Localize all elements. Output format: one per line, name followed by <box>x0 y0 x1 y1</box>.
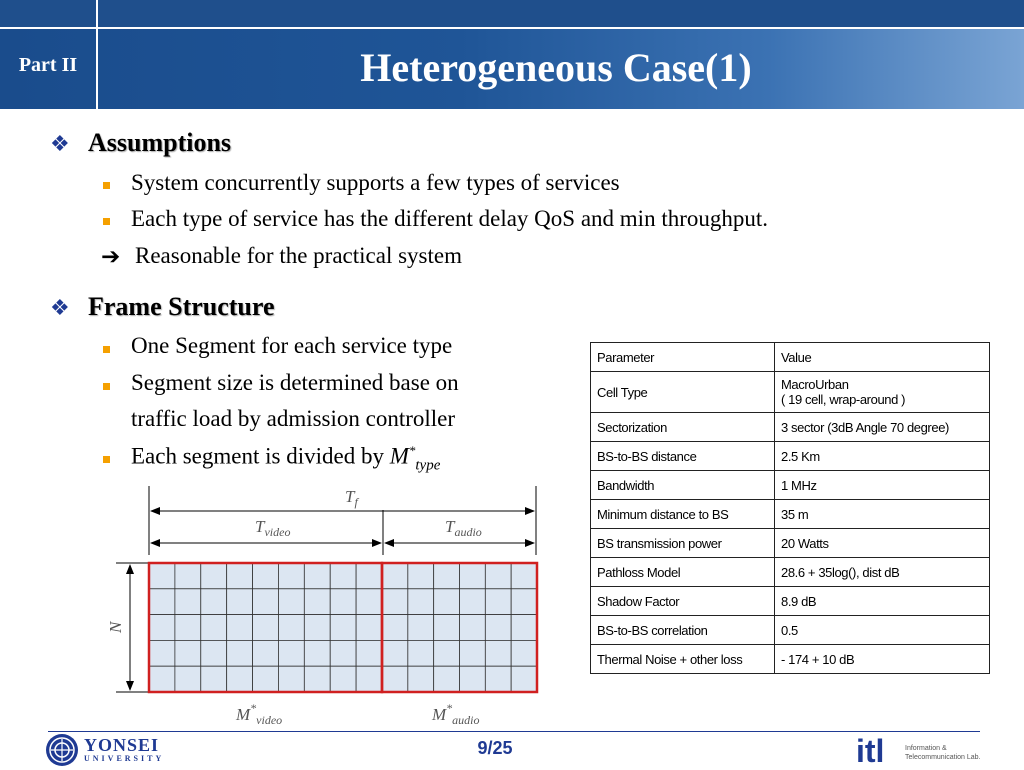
video-grid-cell <box>175 640 201 666</box>
m-type-symbol: M <box>389 443 409 469</box>
audio-grid-cell <box>408 589 434 615</box>
table-cell-parameter: BS-to-BS distance <box>591 442 775 471</box>
video-grid-cell <box>253 589 279 615</box>
audio-grid-cell <box>485 563 511 589</box>
frame-bullet-2: Segment size is determined base on <box>131 370 459 395</box>
audio-grid-cell <box>460 589 486 615</box>
video-grid-cell <box>356 589 382 615</box>
maudio-label: $M^*_{audio}$ <box>432 701 480 727</box>
video-grid-cell <box>201 640 227 666</box>
table-cell-value: 8.9 dB <box>775 587 990 616</box>
audio-grid-cell <box>434 666 460 692</box>
square-bullet-icon <box>103 456 110 463</box>
audio-grid-cell <box>434 615 460 641</box>
table-cell-value: 2.5 Km <box>775 442 990 471</box>
audio-grid-cell <box>485 666 511 692</box>
table-cell-parameter: BS transmission power <box>591 529 775 558</box>
table-cell-parameter: Minimum distance to BS <box>591 500 775 529</box>
audio-grid-cell <box>460 666 486 692</box>
square-bullet-icon <box>103 346 110 353</box>
diamond-bullet-icon: ❖ <box>50 295 70 320</box>
square-bullet-icon <box>103 383 110 390</box>
itl-logo: itl <box>856 733 885 769</box>
frame-bullet-2-cont: traffic load by admission controller <box>131 406 456 431</box>
table-cell-parameter: Bandwidth <box>591 471 775 500</box>
frame-bullet-3 <box>131 443 440 474</box>
assumption-conclusion: Reasonable for the practical system <box>135 243 462 268</box>
video-grid-cell <box>304 589 330 615</box>
audio-grid-cell <box>434 589 460 615</box>
table-cell-parameter: Cell Type <box>591 372 775 413</box>
audio-grid-cell <box>485 615 511 641</box>
video-grid-cell <box>149 640 175 666</box>
video-grid-cell <box>304 640 330 666</box>
video-grid-cell <box>175 563 201 589</box>
audio-grid-cell <box>408 615 434 641</box>
video-grid-cell <box>227 615 253 641</box>
square-bullet-icon <box>103 218 110 225</box>
audio-grid-cell <box>408 563 434 589</box>
table-row <box>591 500 990 529</box>
video-grid-cell <box>304 666 330 692</box>
table-cell-value: 35 m <box>775 500 990 529</box>
video-grid-cell <box>253 563 279 589</box>
video-grid-cell <box>278 589 304 615</box>
table-row <box>591 413 990 442</box>
video-grid-cell <box>175 589 201 615</box>
video-grid-cell <box>227 563 253 589</box>
video-grid-cell <box>149 563 175 589</box>
frame-bullet-1: One Segment for each service type <box>131 333 453 358</box>
yonsei-emblem-icon <box>45 733 79 767</box>
table-row <box>591 442 990 471</box>
video-grid-cell <box>253 640 279 666</box>
table-cell-value: 28.6 + 35log(), dist dB <box>775 558 990 587</box>
table-row <box>591 645 990 674</box>
table-header-row <box>591 343 990 372</box>
table-cell-parameter: Shadow Factor <box>591 587 775 616</box>
table-cell-value: 20 Watts <box>775 529 990 558</box>
header-top-bar <box>0 0 1024 27</box>
audio-grid-cell <box>408 640 434 666</box>
footer-line <box>48 731 980 732</box>
frame-structure-diagram <box>100 480 560 730</box>
parameter-table <box>590 342 990 674</box>
video-grid-cell <box>201 563 227 589</box>
video-segment-grid <box>149 563 382 692</box>
lab-name-line-2: Telecommunication Lab. <box>905 754 981 761</box>
video-grid-cell <box>201 615 227 641</box>
tvideo-label: $T_{video}$ <box>255 517 291 539</box>
video-grid-cell <box>304 615 330 641</box>
video-grid-cell <box>304 563 330 589</box>
table-cell-parameter: Parameter <box>591 343 775 372</box>
video-grid-cell <box>149 615 175 641</box>
video-grid-cell <box>175 666 201 692</box>
audio-grid-cell <box>511 615 537 641</box>
audio-grid-cell <box>511 589 537 615</box>
tf-label: $T_f$ <box>345 487 358 509</box>
audio-grid-cell <box>382 615 408 641</box>
m-type-sup: * <box>408 443 416 458</box>
video-grid-cell <box>227 640 253 666</box>
audio-grid-cell <box>511 666 537 692</box>
audio-grid-cell <box>434 563 460 589</box>
right-arrow-icon: ➔ <box>101 244 121 270</box>
table-cell-value: - 174 + 10 dB <box>775 645 990 674</box>
video-grid-cell <box>356 666 382 692</box>
video-grid-cell <box>330 563 356 589</box>
frame-structure-title: Frame Structure <box>88 292 275 321</box>
table-cell-parameter: Pathloss Model <box>591 558 775 587</box>
table-cell-parameter: BS-to-BS correlation <box>591 616 775 645</box>
square-bullet-icon <box>103 182 110 189</box>
video-grid-cell <box>149 666 175 692</box>
video-grid-cell <box>356 615 382 641</box>
audio-grid-cell <box>460 615 486 641</box>
m-type-sub: type <box>415 457 441 474</box>
table-row <box>591 471 990 500</box>
university-sub: UNIVERSITY <box>84 754 165 763</box>
table-row <box>591 616 990 645</box>
video-grid-cell <box>330 666 356 692</box>
audio-grid-cell <box>485 589 511 615</box>
diamond-bullet-icon: ❖ <box>50 131 70 156</box>
lab-name-line-1: Information & <box>905 745 947 752</box>
taudio-label: $T_{audio}$ <box>445 517 482 539</box>
table-row <box>591 372 990 413</box>
table-cell-parameter: Sectorization <box>591 413 775 442</box>
table-row <box>591 558 990 587</box>
mvideo-label: $M^*_{video}$ <box>236 701 283 727</box>
table-cell-value: MacroUrban ( 19 cell, wrap-around ) <box>775 372 990 413</box>
video-grid-cell <box>149 589 175 615</box>
audio-grid-cell <box>460 640 486 666</box>
assumptions-title: Assumptions <box>88 128 232 157</box>
audio-segment-grid <box>382 563 537 692</box>
n-label: N <box>106 621 125 633</box>
video-grid-cell <box>330 589 356 615</box>
video-grid-cell <box>201 589 227 615</box>
audio-grid-cell <box>485 640 511 666</box>
video-grid-cell <box>227 666 253 692</box>
video-grid-cell <box>278 666 304 692</box>
audio-grid-cell <box>434 640 460 666</box>
university-name: YONSEI <box>84 735 160 755</box>
video-grid-cell <box>278 615 304 641</box>
frame-bullet-3-text: Each segment is divided by <box>131 443 384 469</box>
video-grid-cell <box>278 640 304 666</box>
assumption-bullet-1: System concurrently supports a few types of services <box>131 170 620 195</box>
table-cell-value: Value <box>775 343 990 372</box>
audio-grid-cell <box>511 563 537 589</box>
audio-grid-cell <box>382 666 408 692</box>
audio-grid-cell <box>382 563 408 589</box>
video-grid-cell <box>175 615 201 641</box>
video-grid-cell <box>356 563 382 589</box>
video-grid-cell <box>278 563 304 589</box>
audio-grid-cell <box>382 589 408 615</box>
table-row <box>591 587 990 616</box>
video-grid-cell <box>253 615 279 641</box>
video-grid-cell <box>356 640 382 666</box>
audio-grid-cell <box>511 640 537 666</box>
video-grid-cell <box>330 615 356 641</box>
page-number: 9/25 <box>477 738 513 758</box>
audio-grid-cell <box>408 666 434 692</box>
table-cell-value: 1 MHz <box>775 471 990 500</box>
video-grid-cell <box>201 666 227 692</box>
part-label: Part II <box>18 54 78 76</box>
table-row <box>591 529 990 558</box>
video-grid-cell <box>227 589 253 615</box>
video-grid-cell <box>253 666 279 692</box>
lab-name <box>905 744 981 762</box>
audio-grid-cell <box>460 563 486 589</box>
assumption-bullet-2: Each type of service has the different delay QoS and min throughput. <box>131 206 769 231</box>
slide-title: Heterogeneous Case(1) <box>360 45 752 90</box>
university-logo-text <box>84 736 164 764</box>
table-cell-value: 3 sector (3dB Angle 70 degree) <box>775 413 990 442</box>
audio-grid-cell <box>382 640 408 666</box>
video-grid-cell <box>330 640 356 666</box>
table-cell-parameter: Thermal Noise + other loss <box>591 645 775 674</box>
table-cell-value: 0.5 <box>775 616 990 645</box>
